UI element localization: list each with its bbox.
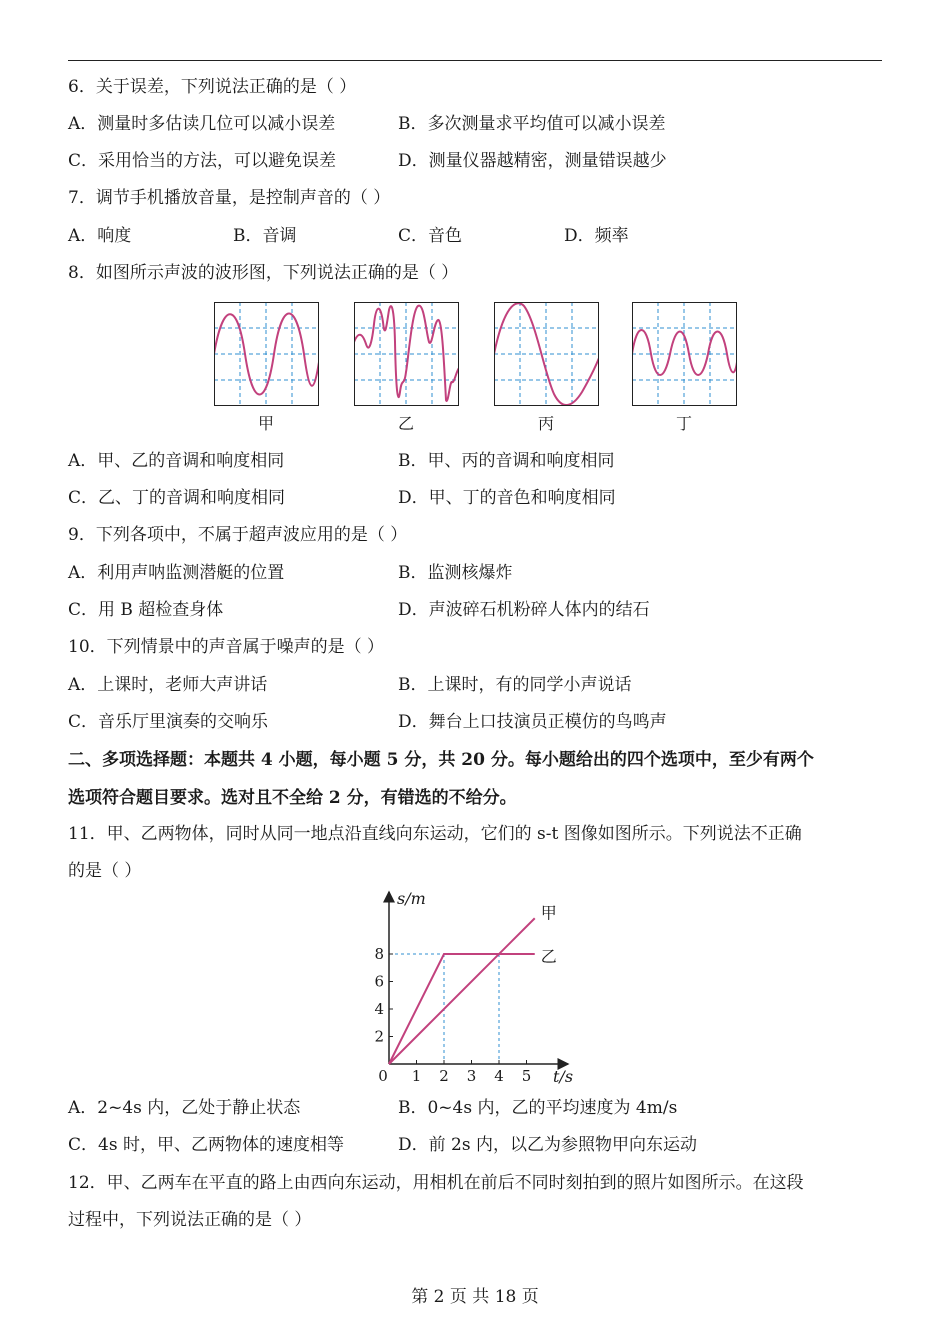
q6-option-a[interactable]: A．测量时多估读几位可以减小误差 xyxy=(68,114,336,134)
q11-option-c[interactable]: C．4s 时，甲、乙两物体的速度相等 xyxy=(68,1135,344,1155)
waveform-yi xyxy=(354,302,459,406)
x-tick-label-1: 1 xyxy=(411,1067,422,1085)
q11-option-b[interactable]: B．0~4s 内，乙的平均速度为 4m/s xyxy=(398,1098,678,1118)
x-tick-label-4: 4 xyxy=(494,1067,504,1085)
q8-option-c[interactable]: C．乙、丁的音调和响度相同 xyxy=(68,488,286,508)
x-axis-label: t/s xyxy=(553,1067,574,1086)
q6-option-d[interactable]: D．测量仪器越精密，测量错误越少 xyxy=(398,151,667,171)
x-tick-label-0: 0 xyxy=(378,1067,388,1085)
q6-option-b[interactable]: B．多次测量求平均值可以减小误差 xyxy=(398,114,666,134)
series-label-yi: 乙 xyxy=(540,947,557,966)
q10-option-a[interactable]: A．上课时，老师大声讲话 xyxy=(68,675,268,695)
series-line-yi xyxy=(389,954,535,1064)
header-rule xyxy=(68,60,882,61)
q7-option-c[interactable]: C．音色 xyxy=(398,226,463,246)
q6-stem: 6．关于误差，下列说法正确的是（ ） xyxy=(68,77,357,97)
series-label-jia: 甲 xyxy=(540,903,557,923)
q9-option-c[interactable]: C．用 B 超检查身体 xyxy=(68,600,224,620)
section2-heading-line1: 二、多项选择题：本题共 4 小题，每小题 5 分，共 20 分。每小题给出的四个选项中，至少有两个 xyxy=(68,750,814,770)
q9-option-b[interactable]: B．监测核爆炸 xyxy=(398,563,513,583)
waveform-jia xyxy=(214,302,319,406)
waveform-label-yi: 乙 xyxy=(397,414,414,433)
q11-stem-line1: 11．甲、乙两物体，同时从同一地点沿直线向东运动，它们的 s-t 图像如图所示。下列说法不正确 xyxy=(68,824,802,844)
q8-stem: 8．如图所示声波的波形图，下列说法正确的是（ ） xyxy=(68,263,459,283)
q11-option-a[interactable]: A．2~4s 内，乙处于静止状态 xyxy=(68,1098,301,1118)
waveform-label-bing: 丙 xyxy=(537,414,554,433)
q11-option-d[interactable]: D．前 2s 内，以乙为参照物甲向东运动 xyxy=(398,1135,697,1155)
y-axis-label: s/m xyxy=(397,889,426,908)
q12-stem-line1: 12．甲、乙两车在平直的路上由西向东运动，用相机在前后不同时刻拍到的照片如图所示。在这段 xyxy=(68,1173,804,1193)
q8-option-b[interactable]: B．甲、丙的音调和响度相同 xyxy=(398,451,615,471)
q9-stem: 9．下列各项中，不属于超声波应用的是（ ） xyxy=(68,525,408,545)
s-t-chart xyxy=(360,880,580,1092)
q10-option-c[interactable]: C．音乐厅里演奏的交响乐 xyxy=(68,712,269,732)
q11-stem-line2: 的是（ ） xyxy=(68,861,142,881)
y-tick-label-8: 8 xyxy=(374,945,384,963)
q6-option-c[interactable]: C．采用恰当的方法，可以避免误差 xyxy=(68,151,337,171)
q10-option-b[interactable]: B．上课时，有的同学小声说话 xyxy=(398,675,632,695)
y-tick-label-4: 4 xyxy=(374,1000,384,1018)
waveform-bing xyxy=(494,302,599,406)
q9-option-d[interactable]: D．声波碎石机粉碎人体内的结石 xyxy=(398,600,650,620)
waveform-label-ding: 丁 xyxy=(675,414,692,433)
section2-heading-line2: 选项符合题目要求。选对且不全给 2 分，有错选的不给分。 xyxy=(68,788,517,808)
q10-option-d[interactable]: D．舞台上口技演员正模仿的鸟鸣声 xyxy=(398,712,667,732)
x-tick-label-3: 3 xyxy=(466,1067,477,1085)
q7-option-a[interactable]: A．响度 xyxy=(68,226,132,246)
y-tick-label-6: 6 xyxy=(374,972,384,991)
q10-stem: 10．下列情景中的声音属于噪声的是（ ） xyxy=(68,637,385,657)
y-tick-label-2: 2 xyxy=(374,1027,384,1046)
x-tick-label-5: 5 xyxy=(521,1067,532,1085)
waveform-label-jia: 甲 xyxy=(257,414,274,433)
q9-option-a[interactable]: A．利用声呐监测潜艇的位置 xyxy=(68,563,285,583)
q7-stem: 7．调节手机播放音量，是控制声音的（ ） xyxy=(68,188,391,208)
q8-option-d[interactable]: D．甲、丁的音色和响度相同 xyxy=(398,488,616,508)
q7-option-b[interactable]: B．音调 xyxy=(233,226,297,246)
waveform-ding xyxy=(632,302,737,406)
q7-option-d[interactable]: D．频率 xyxy=(564,226,629,246)
q12-stem-line2: 过程中，下列说法正确的是（ ） xyxy=(68,1210,312,1230)
x-tick-label-2: 2 xyxy=(439,1067,449,1085)
series-line-jia xyxy=(389,918,535,1064)
q8-option-a[interactable]: A．甲、乙的音调和响度相同 xyxy=(68,451,285,471)
page-footer: 第 2 页 共 18 页 xyxy=(411,1287,539,1307)
